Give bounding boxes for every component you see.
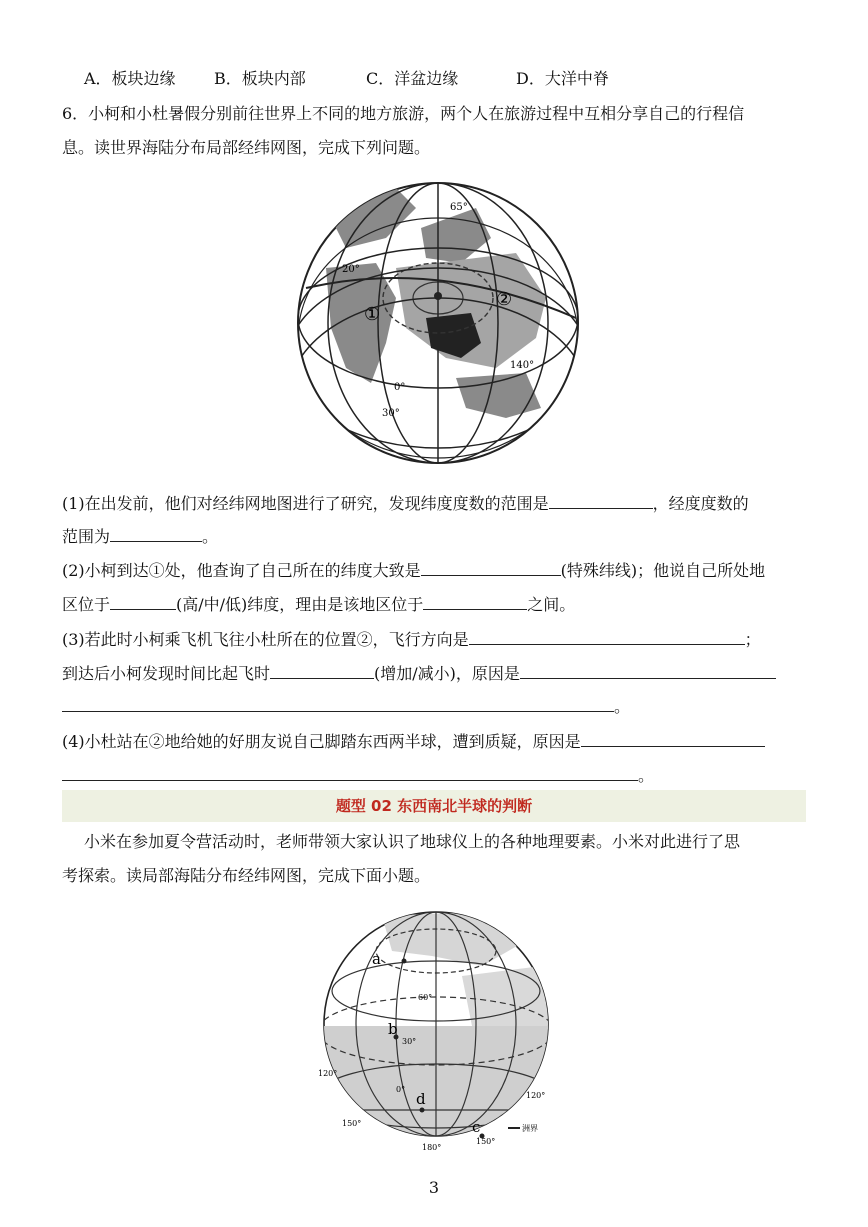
q7-intro-line2: 考探索。读局部海陆分布经纬网图，完成下面小题。 (62, 866, 431, 885)
q6-intro-line1: 6．小柯和小杜暑假分别前往世界上不同的地方旅游，两个人在旅游过程中互相分享自己的行程信 (62, 104, 745, 123)
option-a: A．板块边缘 (84, 69, 176, 88)
map2-lon-150e: 150° (476, 1137, 496, 1146)
answer-blank-between[interactable] (423, 593, 527, 610)
map2-point-d: d (416, 1090, 426, 1108)
map1-lat-30: 30° (382, 408, 400, 419)
q6-sub4-text-a: (4)小杜站在②地给她的好朋友说自己脚踏东西两半球，遭到质疑，原因是 (62, 732, 581, 751)
q6-sub1-text-d: 。 (202, 527, 219, 546)
q6-sub3-line2 (62, 662, 776, 685)
q6-sub3-line1 (62, 628, 761, 651)
q6-sub3-text-c: 到达后小柯发现时间比起飞时 (62, 664, 271, 683)
map2-lat-30: 30° (402, 1037, 417, 1046)
q6-sub3-text-d: (增加/减小)，原因是 (374, 664, 520, 683)
answer-blank-reason-cont[interactable] (62, 695, 614, 712)
answer-blank-special-latitude[interactable] (421, 559, 561, 576)
option-b: B．板块内部 (214, 69, 306, 88)
map1-point-1: ① (364, 304, 381, 325)
q6-sub3-line3 (62, 695, 630, 718)
map2-lon-150w: 150° (342, 1119, 362, 1128)
q6-sub4-line1 (62, 730, 765, 753)
section-header-bar (62, 790, 806, 822)
q6-sub1-text-a: (1)在出发前，他们对经纬网地图进行了研究，发现纬度度数的范围是 (62, 494, 549, 513)
section-title: 题型 02 东西南北半球的判断 (335, 797, 533, 815)
map2-point-c: c (472, 1118, 481, 1136)
q6-sub2-text-c: 区位于 (62, 595, 111, 614)
q6-sub1-text-c: 范围为 (62, 527, 111, 546)
map2-lat-60: 60° (418, 993, 433, 1002)
map2-lon-120e: 120° (526, 1091, 546, 1100)
q6-sub1-line2 (62, 525, 218, 548)
map2-legend-label: 洲界 (522, 1124, 538, 1133)
answer-blank-reason[interactable] (520, 662, 776, 679)
q6-sub2-line2 (62, 593, 575, 616)
q6-sub2-text-d: (高/中/低)纬度，理由是该地区位于 (176, 595, 424, 614)
q6-sub3-text-a: (3)若此时小柯乘飞机飞往小杜所在的位置②，飞行方向是 (62, 630, 469, 649)
q6-sub3-text-b: ； (744, 630, 761, 649)
map1-lat-65: 65° (450, 202, 468, 213)
q6-sub4-line2 (62, 764, 654, 787)
map1-point-2: ② (496, 289, 513, 310)
q6-sub1-line1 (62, 492, 749, 515)
q6-sub2-text-b: (特殊纬线)；他说自己所处地 (560, 561, 766, 580)
answer-blank-lon-range[interactable] (110, 525, 202, 542)
map2-point-b: b (388, 1020, 398, 1038)
q7-intro-line1: 小米在参加夏令营活动时，老师带领大家认识了地球仪上的各种地理要素。小米对此进行了思 (84, 832, 741, 851)
globe-graticule-figure (312, 906, 562, 1160)
q6-sub2-text-e: 之间。 (527, 595, 576, 614)
map2-lon-180: 180° (422, 1143, 442, 1152)
option-d: D．大洋中脊 (516, 69, 609, 88)
map1-lon-140: 140° (510, 360, 535, 371)
q6-intro-line2: 息。读世界海陆分布局部经纬网图，完成下列问题。 (62, 138, 431, 157)
answer-blank-flight-direction[interactable] (469, 628, 745, 645)
q6-sub3-text-e: 。 (614, 697, 631, 716)
q6-sub2-text-a: (2)小柯到达①处，他查询了自己所在的纬度大致是 (62, 561, 421, 580)
map1-lat-0: 0° (394, 382, 406, 393)
page-number: 3 (428, 1178, 440, 1197)
q6-sub4-text-b: 。 (638, 766, 655, 785)
map1-lat-20: 20° (342, 264, 360, 275)
q6-sub1-text-b: ，经度度数的 (652, 494, 749, 513)
map2-lat-0: 0° (396, 1085, 406, 1094)
answer-blank-hemisphere-reason[interactable] (581, 730, 765, 747)
answer-blank-hemisphere-reason-cont[interactable] (62, 764, 638, 781)
answer-blank-latitude-zone[interactable] (110, 593, 176, 610)
answer-blank-time-change[interactable] (270, 662, 374, 679)
map2-lon-120w: 120° (318, 1069, 338, 1078)
map2-point-a: a (372, 950, 381, 968)
option-c: C．洋盆边缘 (366, 69, 459, 88)
q6-sub2-line1 (62, 559, 765, 582)
answer-blank-lat-range[interactable] (549, 492, 653, 509)
world-map-globe-figure (286, 168, 592, 478)
